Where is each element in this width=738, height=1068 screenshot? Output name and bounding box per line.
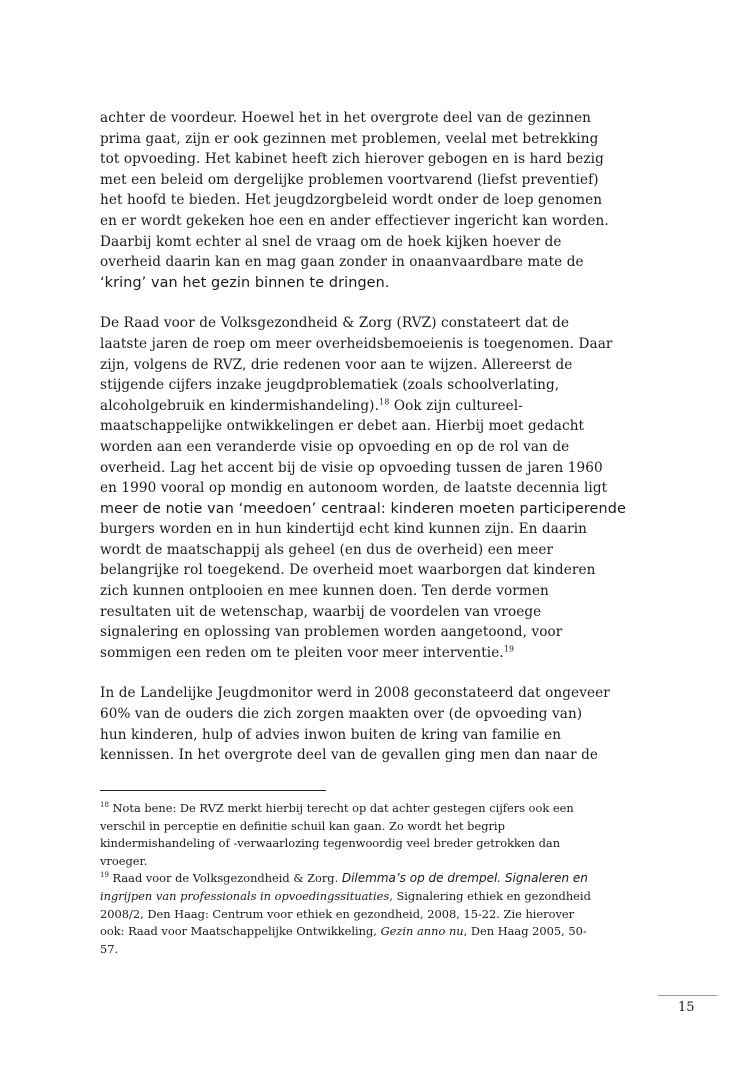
text-line: verschil in perceptie en definitie schuil kan gaan. Zo wordt het begrip [100, 818, 505, 833]
text-line: stijgende cijfers inzake jeugdproblematiek (zoals schoolverlating, [100, 377, 560, 394]
text-segment-italic: ingrijpen van professionals in opvoedingssituaties, [100, 888, 393, 903]
text-segment: ook: Raad voor Maatschappelijke Ontwikkeling, [100, 924, 381, 939]
text-line: In de Landelijke Jeugdmonitor werd in 2008 geconstateerd dat ongeveer [100, 685, 610, 702]
footnote-divider [100, 790, 326, 791]
text-segment: Ook zijn cultureel- [389, 397, 523, 414]
paragraph-1 [100, 108, 640, 293]
text-line: worden aan een veranderde visie op opvoeding en op de rol van de [100, 438, 570, 455]
text-line: met een beleid om dergelijke problemen voortvarend (liefst preventief) [100, 171, 599, 188]
text-line: 60% van de ouders die zich zorgen maakten over (de opvoeding van) [100, 706, 583, 723]
text-line: tot opvoeding. Het kabinet heeft zich hierover gebogen en is hard bezig [100, 151, 604, 168]
text-line: kennissen. In het overgrote deel van de gevallen ging men dan naar de [100, 747, 599, 764]
text-line [100, 923, 640, 941]
page-number-rule [658, 995, 717, 996]
text-segment: alcoholgebruik en kindermishandeling). [100, 397, 380, 414]
text-line: hun kinderen, hulp of advies inwon buiten de kring van familie en [100, 726, 562, 743]
text-line: wordt de maatschappij als geheel (en dus de overheid) een meer [100, 541, 554, 558]
text-line [100, 396, 640, 417]
text-segment-italic: Dilemma’s op de drempel. Signaleren en [341, 871, 588, 886]
text-line: prima gaat, zijn er ook gezinnen met problemen, veelal met betrekking [100, 130, 599, 147]
page-number: 15 [678, 1000, 695, 1015]
footnote-number: 18 [100, 801, 109, 810]
text-line: kindermishandeling of -verwaarlozing tegenwoordig veel breder getrokken dan [100, 836, 561, 851]
footnote-ref-19[interactable]: 19 [503, 644, 515, 654]
footnote-ref-18[interactable]: 18 [379, 397, 390, 407]
text-line: burgers worden en in hun kindertijd echt kind kunnen zijn. En daarin [100, 521, 588, 538]
text-line [100, 800, 640, 818]
text-line: 2008/2, Den Haag: Centrum voor ethiek en gezondheid, 2008, 15-22. Zie hierover [100, 906, 575, 921]
paragraph-3 [100, 683, 640, 765]
text-line: en er wordt gekeken hoe een en ander effectiever ingericht kan worden. [100, 212, 609, 229]
text-line [100, 643, 640, 664]
text-line [100, 888, 640, 906]
text-line: en 1990 vooral op mondig en autonoom worden, de laatste decennia ligt [100, 480, 608, 497]
text-line: Daarbij komt echter al snel de vraag om de hoek kijken hoever de [100, 233, 562, 250]
text-line: laatste jaren de roep om meer overheidsbemoeienis is toegenomen. Daar [100, 335, 613, 352]
text-line: zich kunnen ontplooien en mee kunnen doen. Ten derde vormen [100, 583, 549, 600]
text-segment: sommigen een reden om te pleiten voor meer interventie. [100, 644, 504, 661]
text-line: zijn, volgens de RVZ, drie redenen voor aan te wijzen. Allereerst de [100, 356, 573, 373]
text-line: meer de notie van ‘meedoen’ centraal: kinderen moeten participerende [100, 500, 626, 517]
footnotes [100, 800, 640, 958]
text-line: signalering en oplossing van problemen worden aangetoond, voor [100, 624, 563, 641]
text-line [100, 870, 640, 888]
text-line: ‘kring’ van het gezin binnen te dringen. [100, 274, 390, 291]
text-line: maatschappelijke ontwikkelingen er debet aan. Hierbij moet gedacht [100, 418, 585, 435]
text-line: De Raad voor de Volksgezondheid & Zorg (RVZ) constateert dat de [100, 315, 570, 332]
text-line: achter de voordeur. Hoewel het in het overgrote deel van de gezinnen [100, 110, 591, 126]
text-segment: Raad voor de Volksgezondheid & Zorg. [108, 871, 342, 886]
footnote-19 [100, 870, 640, 958]
text-segment-italic: Gezin anno nu [380, 924, 464, 939]
text-segment: Nota bene: De RVZ merkt hierbij terecht op dat achter gestegen cijfers ook een [108, 801, 574, 815]
paragraph-2 [100, 313, 640, 663]
text-segment: , Den Haag 2005, 50- [463, 924, 587, 939]
text-line: vroeger. [100, 853, 148, 868]
text-line: het hoofd te bieden. Het jeugdzorgbeleid wordt onder de loep genomen [100, 192, 603, 209]
main-text [100, 108, 640, 786]
text-line: overheid. Lag het accent bij de visie op opvoeding tussen de jaren 1960 [100, 459, 603, 476]
text-line: belangrijke rol toegekend. De overheid moet waarborgen dat kinderen [100, 562, 596, 579]
footnote-number: 19 [100, 871, 109, 880]
text-line: overheid daarin kan en mag gaan zonder in onaanvaardbare mate de [100, 254, 584, 271]
text-segment: Signalering ethiek en gezondheid [392, 888, 591, 903]
text-line: resultaten uit de wetenschap, waarbij de voordelen van vroege [100, 603, 542, 620]
text-line: 57. [100, 941, 119, 956]
footnote-18 [100, 800, 640, 870]
